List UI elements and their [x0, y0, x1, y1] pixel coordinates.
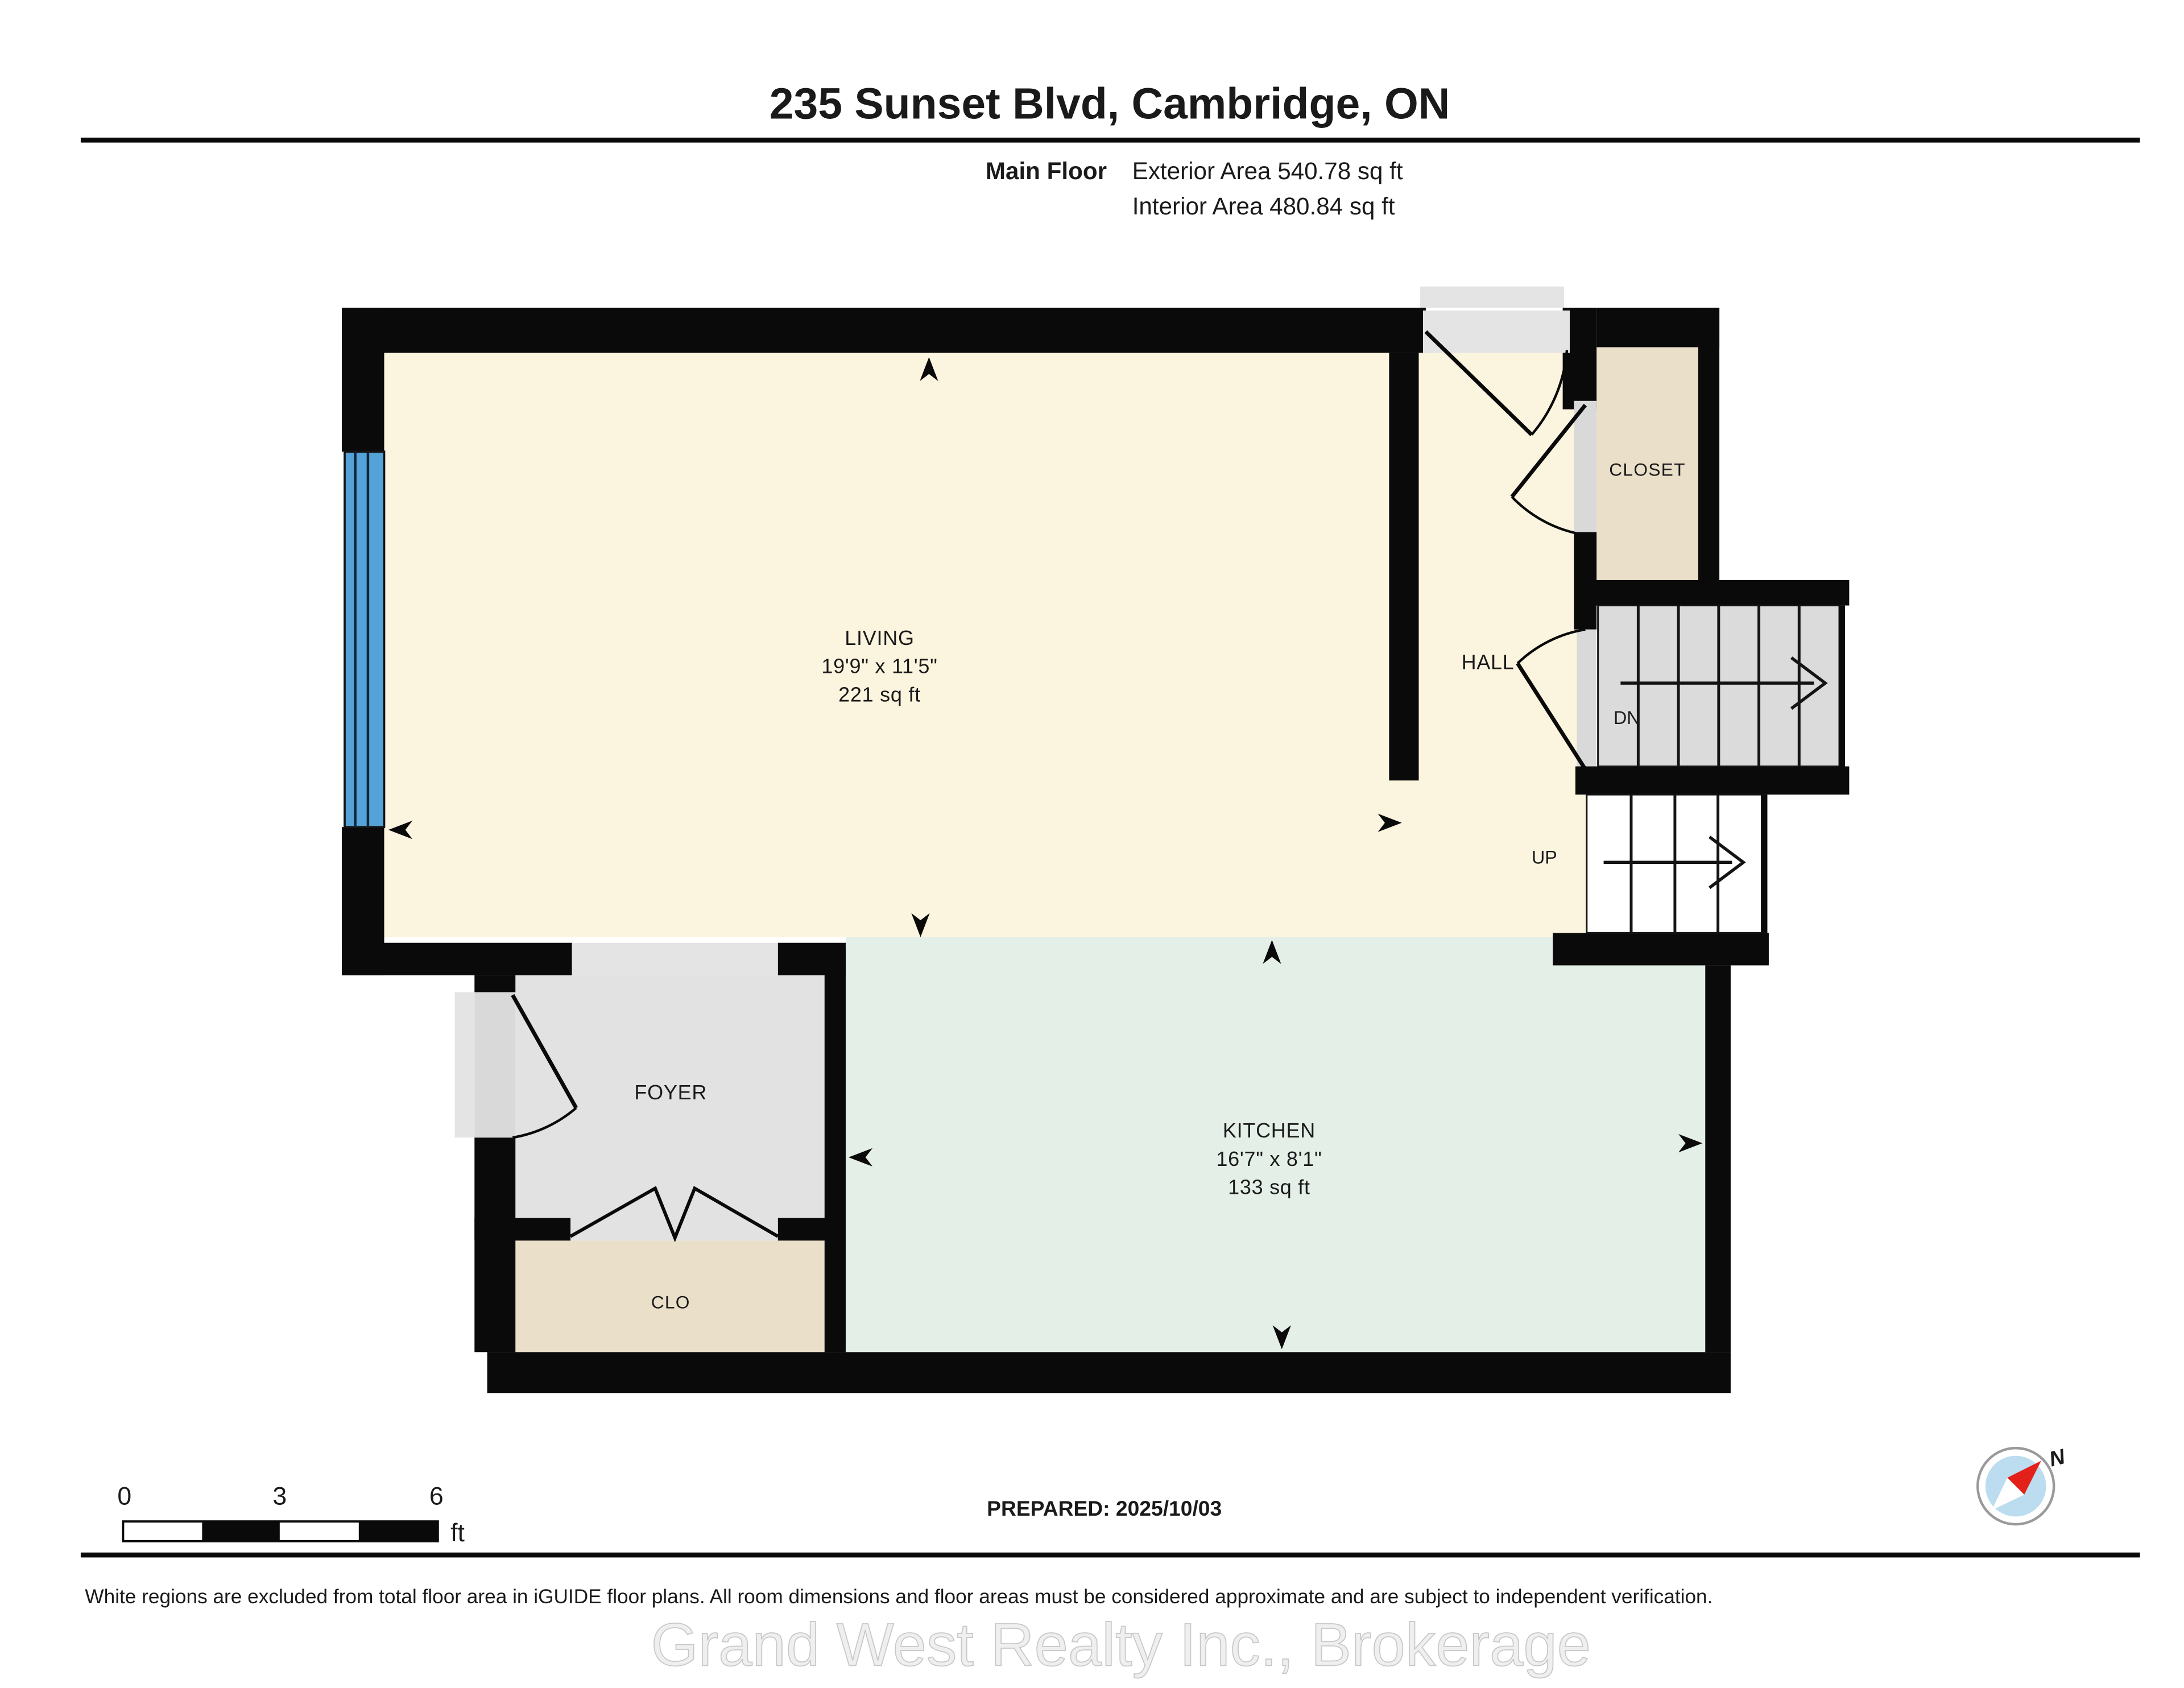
- wall-living-hall-partition: [1389, 353, 1418, 780]
- closet-label: CLOSET: [1609, 459, 1686, 480]
- scale-unit-label: ft: [450, 1519, 465, 1547]
- wall-stairs-bottom: [1553, 933, 1769, 965]
- kitchen-area: [846, 937, 1705, 1352]
- wall-stairs-mid: [1575, 767, 1849, 795]
- exterior-area-label: Exterior Area 540.78 sq ft: [1132, 158, 1403, 185]
- wall-bifold-right-stub: [778, 1218, 826, 1241]
- clo-label: CLO: [651, 1292, 690, 1313]
- stairs-down-right-edge: [1839, 606, 1845, 767]
- living-foyer-opening: [572, 943, 778, 975]
- wall-foyer-left-stub: [474, 975, 515, 992]
- hall-label: HALL: [1461, 650, 1515, 674]
- scale-tick-3: 3: [272, 1482, 287, 1511]
- entry-opening: [1423, 311, 1570, 353]
- prepared-date-label: PREPARED: 2025/10/03: [987, 1496, 1222, 1521]
- kitchen-label: KITCHEN: [1222, 1119, 1316, 1143]
- compass-icon: [1978, 1444, 2068, 1524]
- scale-tick-6: 6: [429, 1482, 444, 1511]
- wall-foyer-left: [474, 1137, 515, 1352]
- wall-closet-right: [1698, 308, 1719, 606]
- window-left: [345, 452, 384, 827]
- stairs-up-label: UP: [1531, 847, 1557, 868]
- scale-tick-0: 0: [117, 1482, 132, 1511]
- header-divider: [81, 138, 2140, 143]
- living-label: LIVING: [845, 626, 915, 650]
- entry-stoop: [1420, 287, 1564, 308]
- wall-kitchen-right: [1705, 965, 1731, 1352]
- disclaimer-text: White regions are excluded from total floor area in iGUIDE floor plans. All room dimensions and floor areas must be considered approximate and are subject to independent verification.: [85, 1586, 1713, 1608]
- window-glass: [345, 452, 384, 827]
- closet-door-opening: [1574, 401, 1596, 532]
- scale-bar-segment: [202, 1521, 279, 1541]
- foyer-stoop: [455, 992, 475, 1138]
- footer: [81, 1482, 2140, 1678]
- interior-area-label: Interior Area 480.84 sq ft: [1132, 193, 1395, 220]
- room-areas: [384, 347, 1705, 1352]
- header: [81, 79, 2140, 220]
- foyer-area: [515, 975, 824, 1241]
- page-title: 235 Sunset Blvd, Cambridge, ON: [769, 79, 1450, 129]
- kitchen-dims: 16'7" x 8'1": [1216, 1147, 1322, 1170]
- foyer-label: FOYER: [634, 1081, 708, 1104]
- foyer-door-opening: [474, 992, 515, 1138]
- stairs-down-label: DN: [1613, 708, 1640, 729]
- stairs-up-right-edge: [1762, 795, 1768, 933]
- scale-bar: [117, 1482, 465, 1547]
- living-area: 221 sq ft: [838, 682, 921, 706]
- wall-bottom: [487, 1352, 1731, 1393]
- footer-divider: [81, 1553, 2140, 1558]
- stairs-door-opening: [1577, 630, 1596, 767]
- wall-left-lower: [342, 827, 384, 975]
- kitchen-area: 133 sq ft: [1228, 1175, 1310, 1199]
- living-dims: 19'9" x 11'5": [821, 654, 938, 678]
- wall-living-bottom-right: [778, 943, 846, 975]
- floor-plan: [342, 287, 1849, 1393]
- wall-foyer-right: [825, 947, 846, 1352]
- compass-north-label: N: [2046, 1444, 2067, 1471]
- scale-bar-segment: [359, 1521, 438, 1541]
- floor-label: Main Floor: [985, 158, 1107, 185]
- wall-top: [342, 308, 1426, 353]
- wall-bifold-left-stub: [474, 1218, 570, 1241]
- wall-left-upper: [342, 308, 384, 452]
- wall-stairs-top: [1574, 580, 1849, 606]
- brokerage-watermark: Grand West Realty Inc., Brokerage: [651, 1610, 1591, 1679]
